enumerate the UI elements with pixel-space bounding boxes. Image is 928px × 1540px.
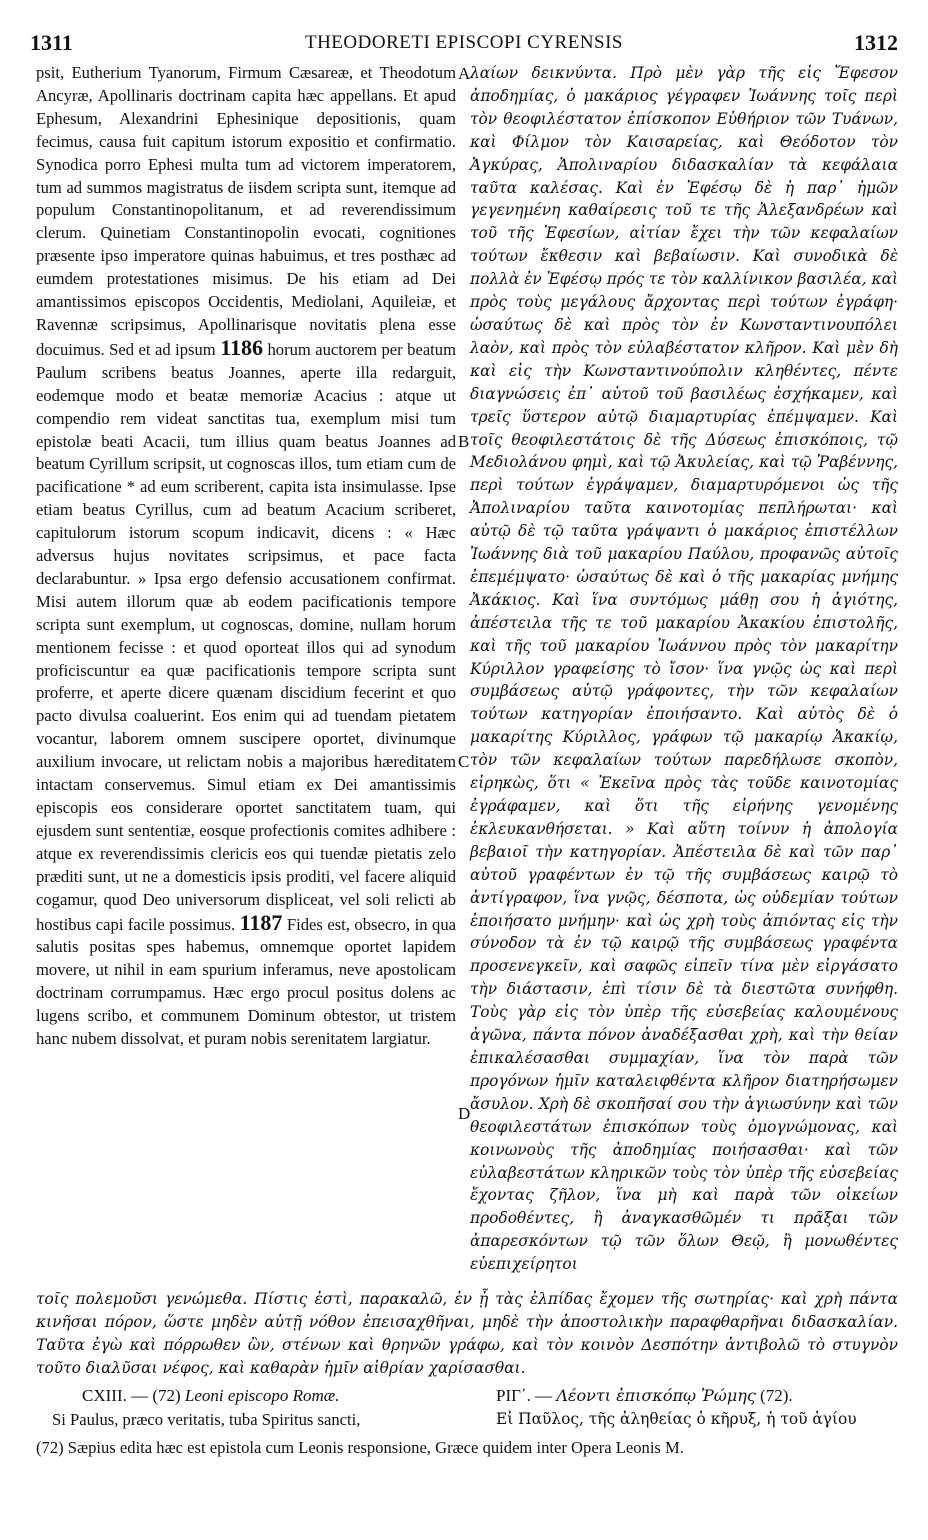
margin-letter-d: D [458, 1104, 471, 1123]
latin-paragraph-3: Fides est, obsecro, in qua salutis positas spes habemus, omnemque oportet lapidem movere, ut nihil in eam spurium inferamus, neve apostolicam doctrinam corrumpamus. Hæc ergo procul positus dolens ac lugens scribo, et communem Dominum obtestor, ut tristem hanc nubem dissolvat, et puram nobis serenitatem largiatur. [36, 914, 456, 1049]
greek-column [470, 62, 898, 1276]
footnote: (72) Sæpius edita hæc est epistola cum Leonis responsione, Græce quidem inter Opera Leonis M. [36, 1438, 684, 1457]
page-number-right: 1312 [854, 30, 898, 55]
latin-column [36, 62, 456, 1051]
latin-letter-addressee: Leoni episcopo Romæ. [184, 1386, 340, 1405]
column-number-1186: 1186 [220, 334, 263, 360]
greek-letter-addressee: Λέοντι ἐπισκόπῳ Ῥώμης [556, 1386, 756, 1405]
column-number-1187: 1187 [239, 909, 283, 935]
greek-letter-incipit: Εἰ Παῦλος, τῆς ἀληθείας ὁ κῆρυξ, ἡ τοῦ ἁγίου [496, 1410, 857, 1428]
margin-letter-b: B [458, 432, 470, 451]
greek-full-paragraph: τοῖς πολεμοῦσι γενώμεθα. Πίστις ἐστὶ, παρακαλῶ, ἐν ᾗ τὰς ἐλπίδας ἔχομεν τῆς σωτηρίας· καὶ χρὴ πάντα κινῆσαι πόρον, ὥστε μηδὲν αὐτῇ νόθον ἐπεισαχθῆναι, μηδὲ τὴν ἀποστολικὴν παραφθαρῆναι διδασκαλίαν. Ταῦτα ἐγὼ καὶ πόρρωθεν ὢν, στένων καὶ θρηνῶν γράφω, καὶ τὸν κοινὸν Δεσπότην ἀντιβολῶ τὸ στυγνὸν τοῦτο διαλῦσαι νέφος, καὶ καθαρὰν ἡμῖν αἰθρίαν χαρίσασθαι. [36, 1290, 898, 1377]
margin-letter-c: C [458, 752, 470, 771]
greek-letter-ref: (72). [760, 1386, 793, 1405]
running-title: THEODORETI EPISCOPI CYRENSIS [304, 32, 624, 53]
latin-text [36, 62, 456, 1051]
page-number-left: 1311 [30, 30, 73, 55]
greek-letter-number: ΡΙΓ΄. — [496, 1386, 553, 1405]
greek-letter-title [496, 1386, 793, 1406]
latin-letter-title [82, 1386, 339, 1406]
latin-letter-number: CXIII. — (72) [82, 1386, 181, 1405]
latin-paragraph-1: psit, Eutherium Tyanorum, Firmum Cæsareæ, et Theodotum Ancyræ, Apollinaris doctrinam capita hæc appellans. Et apud Ephesum, Alexandrini Ephesinique depositionis, quam fecimus, causa fuit capitum istorum expositio et confirmatio. Synodica porro Ephesi multa tum ad victorem imperatorem, tum ad summos magistratus de iisdem scripta sunt, itemque ad populum Constantinopolitanum, et ad reverendissimum clerum. Quinetiam Constantinopolin evocati, cognitiones præsente ipso imperatore quinas habuimus, et tres posthæc ad eumdem protestationes misimus. De his etiam ad Dei amantissimos episcopos Occidentis, Mediolani, Aquileiæ, et Ravennæ scripsimus, Apollinarisque novitatis plena esse docuimus. Sed et ad ipsum [36, 63, 456, 359]
margin-letter-a: A [458, 64, 471, 83]
latin-letter-incipit: Si Paulus, præco veritatis, tuba Spiritus sancti, [52, 1410, 361, 1429]
page-header [30, 30, 898, 66]
latin-paragraph-2: horum auctorem per beatum Paulum scribens beatus Joannes, aperte illa redarguit, eodemque modo et beatæ memoriæ Acacius : atque ut compendio rem videat sanctitas tua, exemplum misi tum epistolæ beati Acacii, tum illius quam beatus Joannes ad beatum Cyrillum scripsit, ut cognoscas illos, tum etiam cum de pacificatione * ad eum scriberent, capita ista insimulasse. Ipse etiam beatus Cyrillus, cum ad beatum Acacium scriberet, capitulorum istorum scopum indicavit, dicens : « Hæc adversus hujus novitates scripsimus, et pace facta declarabuntur. » Ipsa ergo defensio accusationem confirmat. Misi autem illorum quæ ab eodem pacificationis tempore scripta sunt exemplum, ut cognoscas, domine, nullam horum mentionem fecisse : et quod oporteat illos qui ad synodum proficiscuntur ea quæ pacificationis tempore scripta sunt proferre, et aperte dicere quænam discidium fecerint et quo pacto divulsa coaluerint. Eos enim qui ad tuendam pietatem vocantur, laborem omnem suscipere oportet, divinumque auxilium invocare, ut relictam nobis a majoribus hæreditatem intactam conservemus. Simul etiam ex Dei amantissimis episcopis eos considerare oportet sanctitatem tuam, qui ejusdem sunt sententiæ, eosque profectionis comites adhibere : atque ex reverendissimis clericis eos qui tuendæ pietatis zelo præditi sunt, ut ne a domesticis ipsis proditi, vel facere aliquid cogamur, quod Deo universorum displiceat, vel soli relicti ab hostibus capi facile possimus. [36, 339, 456, 934]
greek-full-width-text [36, 1288, 898, 1380]
greek-text: λαίων δεικνύντα. Πρὸ μὲν γὰρ τῆς εἰς Ἔφεσον ἀποδημίας, ὁ μακάριος γέγραφεν Ἰωάννης τοῖς περὶ τὸν θεοφιλέστατον ἐπίσκοπον Εὐθήριον τῶν Τυάνων, καὶ Φίλμον τὸν Καισαρείας, καὶ Θεόδοτον τὸν Ἀγκύρας, Ἀπολιναρίου διδασκαλίαν τὰ κεφάλαια ταῦτα καλέσας. Καὶ ἐν Ἐφέσῳ δὲ ἡ παρ᾽ ἡμῶν γεγενημένη καθαίρεσις τοῦ τε τῆς Ἀλεξανδρέων καὶ τοῦ τῆς Ἐφεσίων, αἰτίαν ἔχει τὴν τῶν κεφαλαίων τούτων ἔκθεσιν καὶ βεβαίωσιν. Καὶ συνοδικὰ δὲ πολλὰ ἐν Ἐφέσῳ πρός τε τὸν καλλίνικον βασιλέα, καὶ πρὸς τοὺς μεγάλους ἄρχοντας περὶ τούτων ἐγράφη· ὡσαύτως δὲ καὶ πρὸς τὸν ἐν Κωνσταντινουπόλει λαὸν, καὶ πρὸς τὸν εὐλαβέστατον κλῆρον. Καὶ μὲν δὴ καὶ εἰς τὴν Κωνσταντινούπολιν κληθέντες, πέντε διαγνώσεις ἐπ᾽ αὐτοῦ τοῦ βασιλέως ἐσχήκαμεν, καὶ τρεῖς ὕστερον αὐτῷ διαμαρτυρίας ἐπέμψαμεν. Καὶ τοῖς θεοφιλεστάτοις δὲ τῆς Δύσεως ἐπισκόποις, τῷ Μεδιολάνου φημὶ, καὶ τῷ Ἀκυλείας, καὶ τῷ Ῥαβέννης, περὶ τούτων ἐγράψαμεν, διαμαρτυρόμενοι ὡς τῆς Ἀπολιναρίου ταῦτα καινοτομίας πεπλήρωται· καὶ αὐτῷ δὲ τῷ ταῦτα γράψαντι ὁ μακάριος ἐπιστέλλων Ἰωάννης διὰ τοῦ μακαρίου Παύλου, προφανῶς αὐτοῖς ἐπεμέμψατο· ὡσαύτως δὲ καὶ ὁ τῆς μακαρίας μνήμης Ἀκάκιος. Καὶ ἵνα συντόμως μάθῃ σου ἡ ἁγιότης, ἀπέστειλα τῆς τε τοῦ μακαρίου Ἀκακίου ἐπιστολῆς, καὶ τῆς τοῦ μακαρίου Ἰωάννου πρὸς τὸν μακαρίτην Κύριλλον γραφείσης τὸ ἴσον· ἵνα γνῷς ὡς καὶ περὶ συμβάσεως αὐτῷ γράφοντες, τὴν τῶν κεφαλαίων τούτων κατηγορίαν ἐποιήσαντο. Καὶ αὐτὸς δὲ ὁ μακαρίτης Κύριλλος, γράφων τῷ μακαρίῳ Ἀκακίῳ, τὸν τῶν κεφαλαίων τούτων παρεδήλωσε σκοπὸν, εἰρηκὼς, ὅτι « Ἐκεῖνα πρὸς τὰς τοῦδε καινοτομίας ἐγράφαμεν, καὶ ὅτι τῆς εἰρήνης γενομένης ἐκλευκανθήσεται. » Καὶ αὕτη τοίνυν ἡ ἀπολογία βεβαιοῖ τὴν κατηγορίαν. Ἀπέστειλα δὲ καὶ τῶν παρ᾽ αὐτοῦ γραφέντων ἐν τῷ τῆς συμβάσεως καιρῷ τὸ ἀντίγραφον, ἵνα γνῷς, δέσποτα, ὡς οὐδεμίαν τούτων ἐποιήσατο μνήμην· καὶ ὡς χρὴ τοὺς ἀπιόντας εἰς τὴν σύνοδον τὰ ἐν τῷ καιρῷ τῆς συμβάσεως γραφέντα προσενεγκεῖν, καὶ σαφῶς εἰπεῖν τίνα μὲν εἰργάσατο τὴν διάστασιν, ἐπὶ τίσιν δὲ τὰ διεστῶτα συνήφθη. Τοὺς γὰρ εἰς τὸν ὑπὲρ τῆς εὐσεβείας καλουμένους ἀγῶνα, πάντα πόνον ἀναδέξασθαι χρὴ, καὶ τὴν θείαν ἐπικαλέσασθαι συμμαχίαν, ἵνα τὸν παρὰ τῶν προγόνων ἡμῖν καταλειφθέντα κλῆρον διατηρήσωμεν ἄσυλον. Χρὴ δὲ σκοπῆσαί σου τὴν ἁγιωσύνην καὶ τῶν θεοφιλεστάτων ἐπισκόπων τοὺς ὁμογνώμονας, καὶ κοινωνοὺς τῆς ἀποδημίας ποιήσασθαι· καὶ τῶν εὐλαβεστάτων κληρικῶν τοὺς τὸν ὑπὲρ τῆς εὐσεβείας ἔχοντας ζῆλον, ἵνα μὴ καὶ παρὰ τῶν οἰκείων προδοθέντες, ἢ ἀναγκασθῶμέν τι πρᾶξαι τῶν ἀπαρεσκόντων τῷ τῶν ὅλων Θεῷ, ἢ μονωθέντες εὐεπιχείρητοι [470, 64, 898, 1274]
